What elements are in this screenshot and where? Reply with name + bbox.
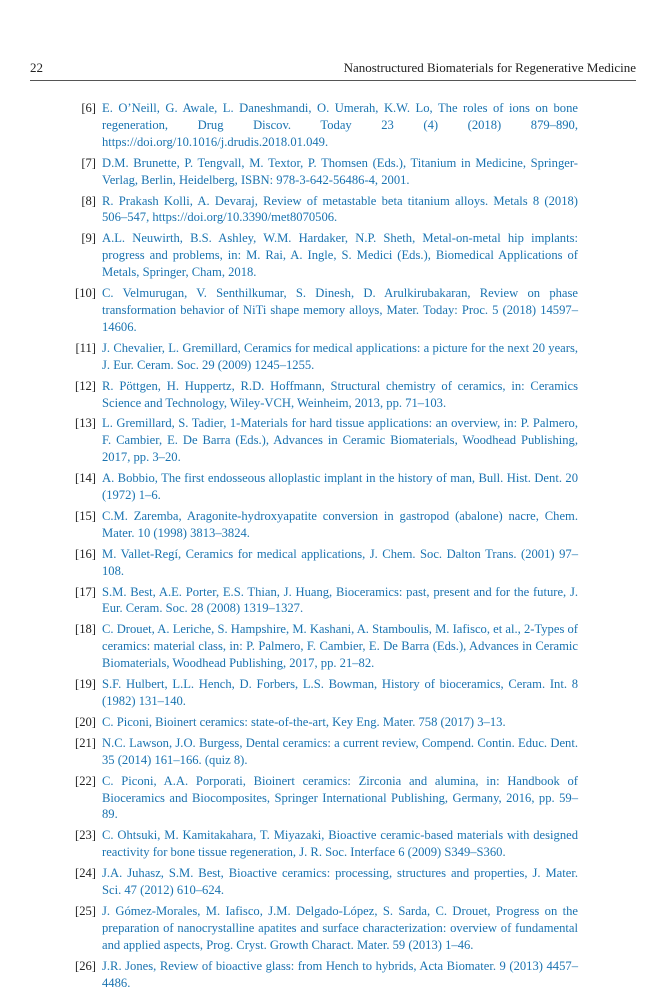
reference-item xyxy=(58,415,578,466)
reference-item xyxy=(58,285,578,336)
reference-number: [21] xyxy=(75,735,96,750)
reference-link[interactable]: C. Piconi, A.A. Porporati, Bioinert ceramics: Zirconia and alumina, in: Handbook of Bioceramics and Biocomposites, Springer International Publishing, Germany, 2016, pp. 59–89. xyxy=(102,773,578,822)
reference-number: [16] xyxy=(75,546,96,561)
reference-number: [11] xyxy=(75,340,96,355)
reference-item xyxy=(58,903,578,954)
reference-number: [22] xyxy=(75,773,96,788)
reference-item xyxy=(58,827,578,861)
reference-link[interactable]: C. Drouet, A. Leriche, S. Hampshire, M. Kashani, A. Stamboulis, M. Iafisco, et al., 2-Types of ceramics: material class, in: P. Palmero, F. Cambier, E. De Barra (Eds.), Advances in Ceramic Biomaterials, Woodhead Publishing, 2017, pp. 21–82. xyxy=(102,622,578,671)
reference-item xyxy=(58,865,578,899)
reference-item xyxy=(58,230,578,281)
reference-item xyxy=(58,714,578,731)
reference-list xyxy=(58,100,578,996)
reference-link[interactable]: C. Velmurugan, V. Senthilkumar, S. Dinesh, D. Arulkirubakaran, Review on phase transformation behavior of NiTi shape memory alloys, Mater. Today: Proc. 5 (2018) 14597–14606. xyxy=(102,286,578,334)
reference-link[interactable]: L. Gremillard, S. Tadier, 1-Materials for hard tissue applications: an overview, in: P. Palmero, F. Cambier, E. De Barra (Eds.), Advances in Ceramic Biomaterials, Woodhead Publishing, 2017, pp. 3–20. xyxy=(102,416,578,465)
reference-number: [19] xyxy=(75,677,96,692)
reference-number: [9] xyxy=(81,231,96,246)
reference-item xyxy=(58,773,578,824)
reference-item xyxy=(58,735,578,769)
reference-link[interactable]: A.L. Neuwirth, B.S. Ashley, W.M. Hardaker, N.P. Sheth, Metal-on-metal hip implants: progress and problems, in: M. Rai, A. Ingle, S. Medici (Eds.), Biomedical Applications of Metals, Springer, Cham, 2018. xyxy=(102,231,578,280)
reference-link[interactable]: D.M. Brunette, P. Tengvall, M. Textor, P. Thomsen (Eds.), Titanium in Medicine, Springer-Verlag, Berlin, Heidelberg, ISBN: 978-3-642-56486-4, 2001. xyxy=(102,155,578,187)
reference-number: [8] xyxy=(81,193,96,208)
reference-link[interactable]: J. Chevalier, L. Gremillard, Ceramics for medical applications: a picture for the next 20 years, J. Eur. Ceram. Soc. 29 (2009) 1245–1255. xyxy=(102,340,578,372)
page-number: 22 xyxy=(30,60,43,75)
reference-number: [17] xyxy=(75,584,96,599)
reference-item xyxy=(58,508,578,542)
reference-link[interactable]: S.F. Hulbert, L.L. Hench, D. Forbers, L.S. Bowman, History of bioceramics, Ceram. Int. 8 (1982) 131–140. xyxy=(102,677,578,708)
reference-item xyxy=(58,340,578,374)
reference-item xyxy=(58,676,578,710)
reference-item xyxy=(58,584,578,618)
reference-number: [24] xyxy=(75,866,96,881)
reference-link[interactable]: S.M. Best, A.E. Porter, E.S. Thian, J. Huang, Bioceramics: past, present and for the future, J. Eur. Ceram. Soc. 28 (2008) 1319–1327. xyxy=(102,584,578,616)
reference-number: [25] xyxy=(75,903,96,918)
reference-link[interactable]: C. Ohtsuki, M. Kamitakahara, T. Miyazaki, Bioactive ceramic-based materials with designed reactivity for bone tissue regeneration, J. R. Soc. Interface 6 (2009) S349–S360. xyxy=(102,828,578,860)
reference-number: [14] xyxy=(75,471,96,486)
reference-number: [12] xyxy=(75,378,96,393)
reference-item xyxy=(58,378,578,412)
running-title: Nanostructured Biomaterials for Regenerative Medicine xyxy=(343,60,636,75)
reference-number: [26] xyxy=(75,958,96,973)
reference-item xyxy=(58,621,578,672)
reference-number: [10] xyxy=(75,286,96,301)
reference-item xyxy=(58,546,578,580)
reference-link[interactable]: E. O’Neill, G. Awale, L. Daneshmandi, O. Umerah, K.W. Lo, The roles of ions on bone regeneration, Drug Discov. Today 23 (4) (2018) 879–890, https://doi.org/10.1016/j.drudis.2018.01.049. xyxy=(102,101,578,149)
reference-link[interactable]: N.C. Lawson, J.O. Burgess, Dental ceramics: a current review, Compend. Contin. Educ. Dent. 35 (2014) 161–166. (quiz 8). xyxy=(102,735,578,767)
reference-number: [15] xyxy=(75,508,96,523)
reference-item xyxy=(58,193,578,227)
reference-link[interactable]: J. Gómez-Morales, M. Iafisco, J.M. Delgado-López, S. Sarda, C. Drouet, Progress on the preparation of nanocrystalline apatites and surface characterization: overview of fundamental and applied aspects, Prog. Cryst. Growth Charact. Mater. 59 (2013) 1–46. xyxy=(102,903,578,952)
reference-item xyxy=(58,958,578,992)
reference-link[interactable]: J.R. Jones, Review of bioactive glass: from Hench to hybrids, Acta Biomater. 9 (2013) 4457–4486. xyxy=(102,958,578,990)
reference-link[interactable]: M. Vallet-Regí, Ceramics for medical applications, J. Chem. Soc. Dalton Trans. (2001) 97–108. xyxy=(102,546,578,578)
reference-item xyxy=(58,155,578,189)
reference-number: [20] xyxy=(75,714,96,729)
reference-link[interactable]: C.M. Zaremba, Aragonite-hydroxyapatite conversion in gastropod (abalone) nacre, Chem. Mater. 10 (1998) 3813–3824. xyxy=(102,508,578,540)
reference-item xyxy=(58,100,578,151)
reference-link[interactable]: J.A. Juhasz, S.M. Best, Bioactive ceramics: processing, structures and properties, J. Mater. Sci. 47 (2012) 610–624. xyxy=(102,866,578,898)
reference-item xyxy=(58,470,578,504)
reference-number: [7] xyxy=(81,155,96,170)
reference-link[interactable]: R. Pöttgen, H. Huppertz, R.D. Hoffmann, Structural chemistry of ceramics, in: Ceramics Science and Technology, Wiley-VCH, Weinheim, 2013, pp. 71–103. xyxy=(102,378,578,410)
reference-number: [18] xyxy=(75,622,96,637)
reference-link[interactable]: R. Prakash Kolli, A. Devaraj, Review of metastable beta titanium alloys. Metals 8 (2018) 506–547, https://doi.org/10.3390/met8070506. xyxy=(102,193,578,225)
page-header xyxy=(30,58,636,81)
reference-link[interactable]: C. Piconi, Bioinert ceramics: state-of-the-art, Key Eng. Mater. 758 (2017) 3–13. xyxy=(102,714,506,729)
reference-number: [13] xyxy=(75,416,96,431)
reference-number: [23] xyxy=(75,828,96,843)
reference-link[interactable]: A. Bobbio, The first endosseous alloplastic implant in the history of man, Bull. Hist. Dent. 20 (1972) 1–6. xyxy=(102,471,578,503)
reference-number: [6] xyxy=(81,101,96,115)
